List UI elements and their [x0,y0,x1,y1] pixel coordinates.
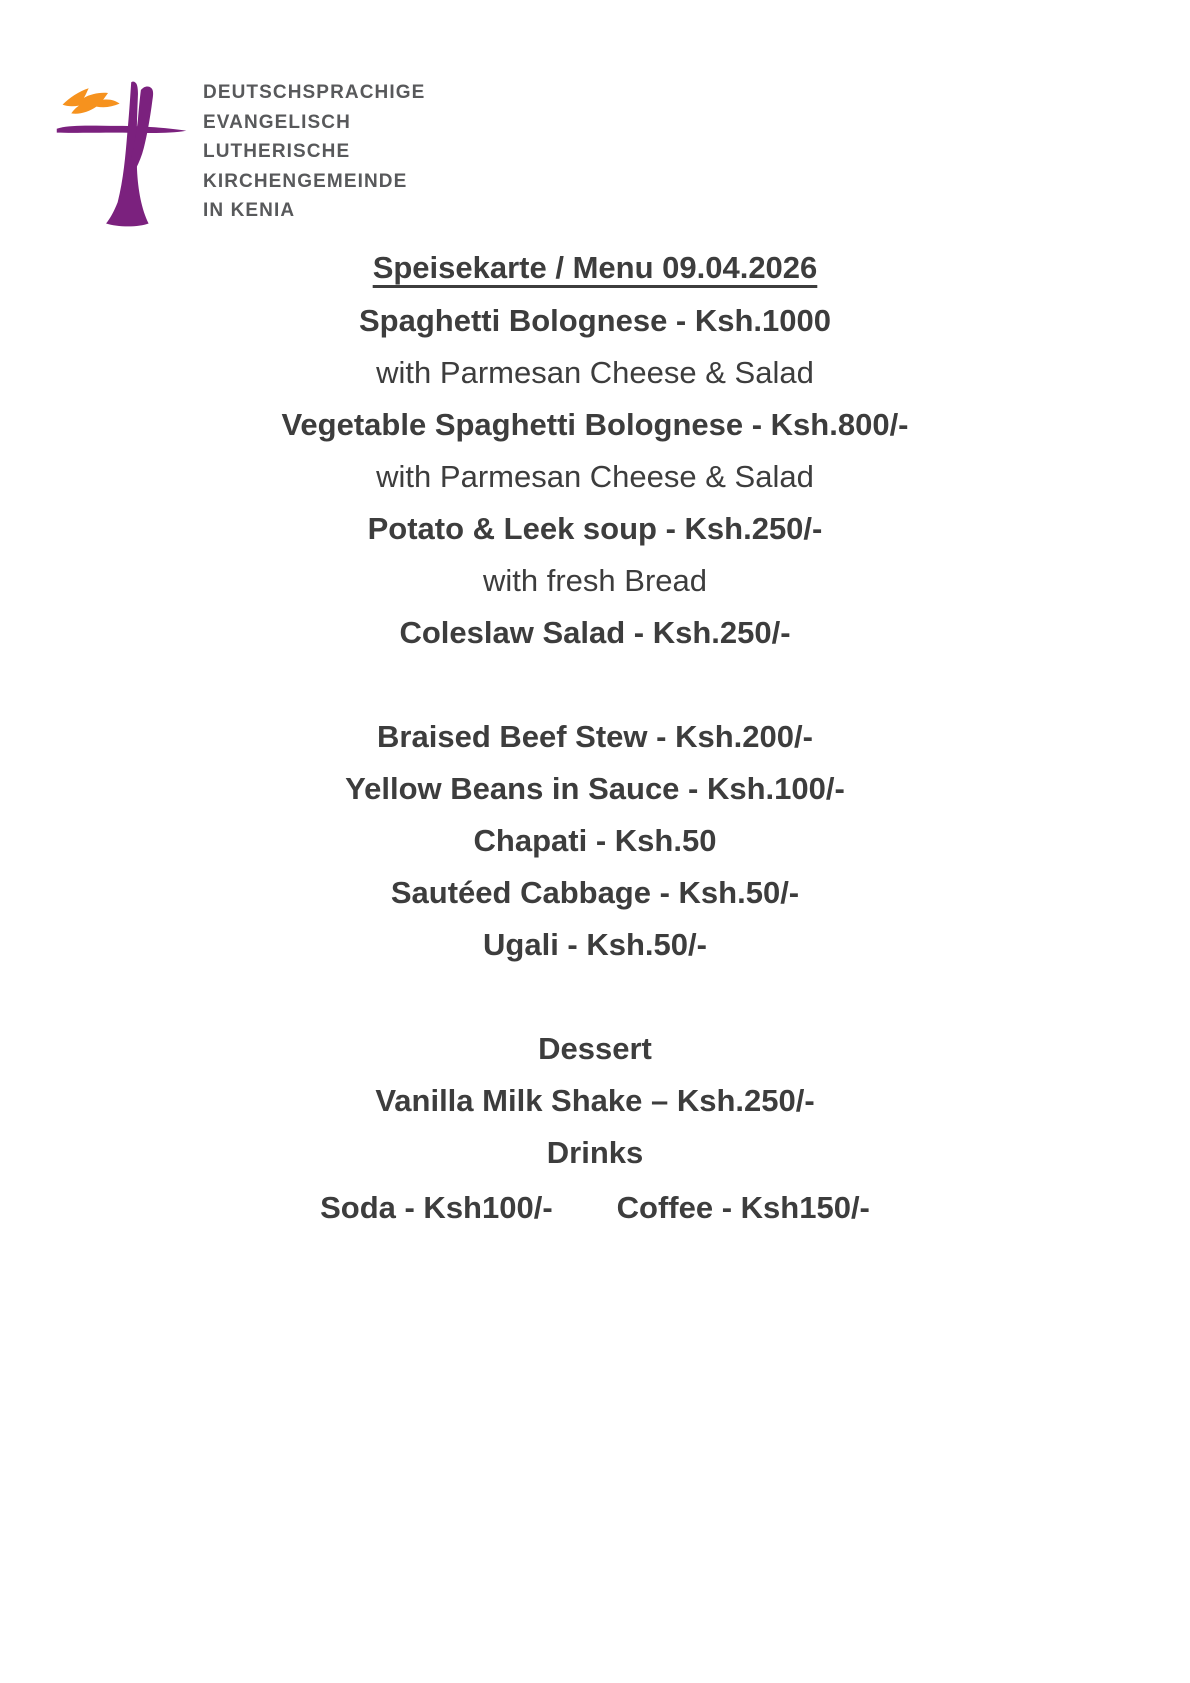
menu-item: Potato & Leek soup - Ksh.250/- [367,511,823,546]
section-heading-drinks: Drinks [546,1135,644,1170]
church-name-line: DEUTSCHSPRACHIGE [203,82,426,103]
menu-item-coffee: Coffee - Ksh150/- [616,1190,870,1225]
menu-item-note: with Parmesan Cheese & Salad [376,355,814,390]
church-name-line: LUTHERISCHE [203,141,351,162]
section-heading-dessert: Dessert [538,1031,652,1066]
menu-item-note: with fresh Bread [483,563,707,598]
drinks-price-row [0,1182,1190,1234]
menu-item: Yellow Beans in Sauce - Ksh.100/- [345,771,845,806]
menu-item: Vanilla Milk Shake – Ksh.250/- [375,1083,815,1118]
menu-item-soda: Soda - Ksh100/- [320,1190,553,1225]
cross-horizontal-bar [57,126,187,133]
church-name-line: EVANGELISCH [203,111,351,133]
cross-and-dove-icon [50,72,195,232]
dove-icon [63,88,120,114]
menu-item: Braised Beef Stew - Ksh.200/- [377,719,813,754]
menu-item: Sautéed Cabbage - Ksh.50/- [390,875,800,910]
menu-item: Coleslaw Salad - Ksh.250/- [399,615,791,650]
menu-body [0,241,1190,1234]
menu-item-note: with Parmesan Cheese & Salad [376,459,814,494]
church-name [203,72,425,226]
menu-item: Spaghetti Bolognese - Ksh.1000 [359,303,831,338]
blank-line [0,659,1190,711]
menu-title: Speisekarte / Menu 09.04.2026 [372,250,818,285]
church-name-line: IN KENIA [203,200,296,221]
blank-line [0,971,1190,1023]
menu-item: Vegetable Spaghetti Bolognese - Ksh.800/- [281,407,909,442]
church-name-line: KIRCHENGEMEINDE [203,170,408,192]
church-logo [50,72,425,232]
menu-item: Ugali - Ksh.50/- [483,927,707,962]
menu-item: Chapati - Ksh.50 [473,823,717,858]
